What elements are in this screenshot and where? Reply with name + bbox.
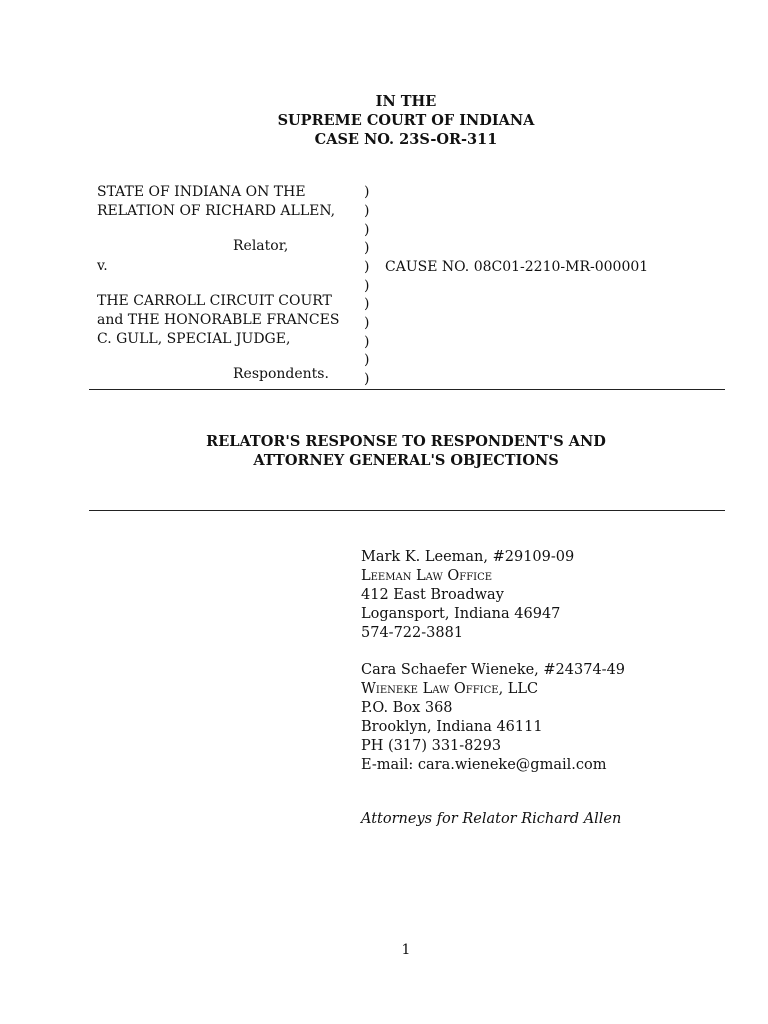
street-address: 412 East Broadway — [361, 587, 504, 603]
signature-note: Attorneys for Relator Richard Allen — [361, 811, 622, 827]
caption-paren: ) — [364, 315, 370, 331]
relator-line2: RELATION OF RICHARD ALLEN, — [97, 203, 336, 219]
caption-paren: ) — [364, 184, 370, 200]
caption-paren: ) — [364, 240, 370, 256]
caption-paren: ) — [364, 352, 370, 368]
respondent-line2: and THE HONORABLE FRANCES — [97, 312, 340, 328]
document-title-line1: RELATOR'S RESPONSE TO RESPONDENT'S AND — [206, 433, 606, 450]
cause-number: CAUSE NO. 08C01-2210-MR-000001 — [385, 259, 649, 275]
versus: v. — [97, 258, 108, 274]
caption-divider — [89, 389, 725, 390]
relator-role: Relator, — [233, 238, 289, 254]
phone-number: 574-722-3881 — [361, 625, 464, 641]
phone-number: PH (317) 331-8293 — [361, 738, 502, 754]
respondent-role: Respondents. — [233, 366, 329, 382]
case-number: CASE NO. 23S-OR-311 — [314, 131, 498, 148]
attorney-block-wieneke — [361, 661, 625, 775]
attorney-name: Mark K. Leeman, #29109-09 — [361, 549, 575, 565]
respondent-line1: THE CARROLL CIRCUIT COURT — [97, 293, 332, 309]
caption-paren: ) — [364, 371, 370, 387]
po-box: P.O. Box 368 — [361, 700, 453, 716]
attorney-name: Cara Schaefer Wieneke, #24374-49 — [361, 662, 626, 678]
court-name: SUPREME COURT OF INDIANA — [277, 112, 535, 129]
attorney-block-leeman — [361, 548, 574, 643]
firm-name: Wieneke Law Office, LLC — [361, 681, 539, 697]
caption-paren: ) — [364, 296, 370, 312]
firm-name: Leeman Law Office — [361, 568, 493, 584]
caption-paren: ) — [364, 278, 370, 294]
respondent-line3: C. GULL, SPECIAL JUDGE, — [97, 331, 291, 347]
city-state-zip: Brooklyn, Indiana 46111 — [361, 719, 543, 735]
page-number: 1 — [401, 942, 411, 958]
title-divider — [89, 510, 725, 511]
court-header — [0, 92, 768, 149]
caption-paren: ) — [364, 203, 370, 219]
caption-paren: ) — [364, 334, 370, 350]
document-title-line2: ATTORNEY GENERAL'S OBJECTIONS — [253, 452, 559, 469]
city-state-zip: Logansport, Indiana 46947 — [361, 606, 561, 622]
email-address: E-mail: cara.wieneke@gmail.com — [361, 757, 607, 773]
relator-line1: STATE OF INDIANA ON THE — [97, 184, 306, 200]
court-header-line1: IN THE — [375, 93, 437, 110]
document-title — [0, 432, 768, 470]
caption-paren: ) — [364, 259, 370, 275]
caption-paren: ) — [364, 222, 370, 238]
